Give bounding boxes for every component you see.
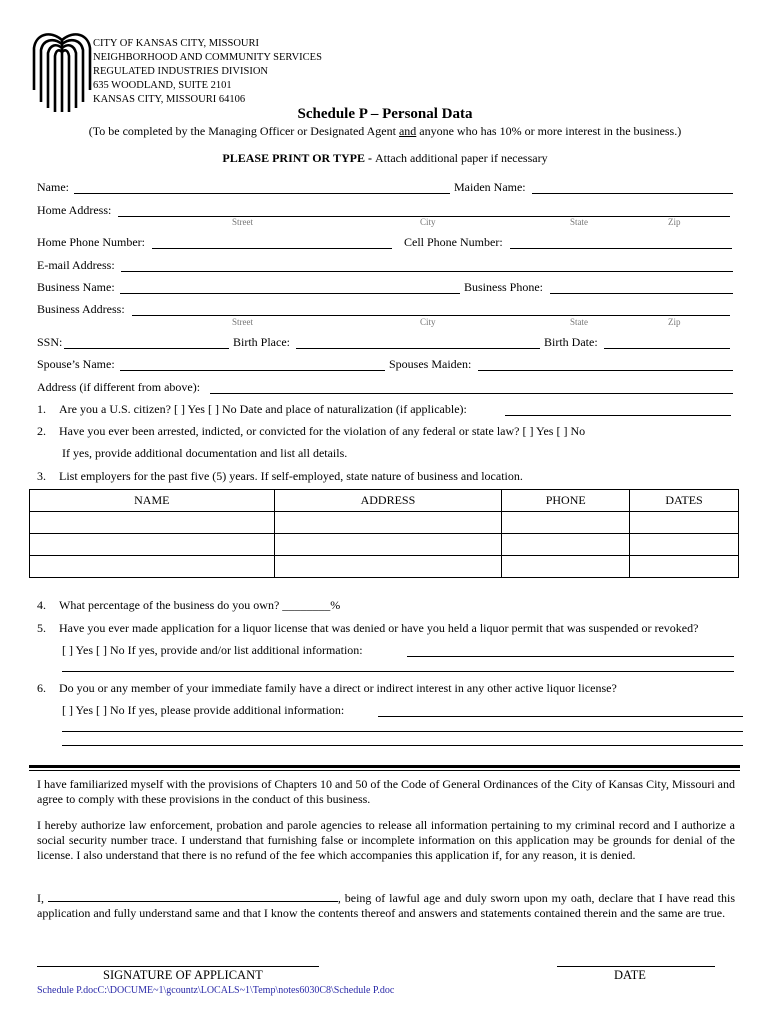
family-interest-info-line[interactable] [62,745,743,746]
maiden-name-label: Maiden Name: [454,180,526,194]
spouse-maiden-field[interactable] [478,370,733,371]
naturalization-field[interactable] [505,415,731,416]
business-phone-field[interactable] [550,293,733,294]
table-cell[interactable] [274,534,502,556]
table-cell[interactable] [502,534,630,556]
table-header-row [30,490,739,512]
date-label: DATE [614,968,646,982]
state-caption: State [570,217,588,227]
ssn-label: SSN: [37,335,63,349]
print-instruction: PLEASE PRINT OR TYPE - Attach additional paper if necessary [222,151,548,165]
liquor-denied-info-field[interactable] [407,656,734,657]
date-line[interactable] [557,966,715,967]
column-header-name: NAME [30,490,275,512]
zip-caption: Zip [668,217,681,227]
question-family-interest: Do you or any member of your immediate family have a direct or indirect interest in any other active liquor license? [59,681,617,695]
birth-place-field[interactable] [296,348,540,349]
column-header-phone: PHONE [502,490,630,512]
signature-line[interactable] [37,966,319,967]
question-number: 4. [37,598,46,612]
question-number: 5. [37,621,46,635]
home-phone-field[interactable] [152,248,392,249]
question-number: 6. [37,681,46,695]
spouse-name-label: Spouse’s Name: [37,357,115,371]
address-line: CITY OF KANSAS CITY, MISSOURI [93,38,259,49]
section-divider [29,765,740,768]
authorization-statement: I hereby authorize law enforcement, probation and parole agencies to release all information pertaining to my criminal record and I authorize a social security number trace. I understand that furnishing false or incomplete information on this application may be grounds for denial of the license. I also understand that there is no refund of the fee which accompanies this application if, for any reason, it is denied. [37,818,735,862]
cell-phone-label: Cell Phone Number: [404,235,503,249]
column-header-dates: DATES [630,490,739,512]
table-row [30,534,739,556]
email-label: E-mail Address: [37,258,115,272]
liquor-denied-info-line[interactable] [62,671,734,672]
city-logo [28,28,96,114]
home-phone-label: Home Phone Number: [37,235,145,249]
oath-name-field[interactable] [48,890,338,902]
page-title: Schedule P – Personal Data [297,106,473,122]
table-row [30,512,739,534]
family-interest-info-field[interactable] [378,716,743,717]
address-line: 635 WOODLAND, SUITE 2101 [93,80,232,91]
table-cell[interactable] [502,512,630,534]
cell-phone-field[interactable] [510,248,732,249]
address-different-field[interactable] [210,393,733,394]
address-different-label: Address (if different from above): [37,380,201,394]
table-cell[interactable] [630,534,739,556]
city-caption: City [420,217,436,227]
name-field[interactable] [74,193,450,194]
street-caption: Street [232,317,253,327]
column-header-address: ADDRESS [274,490,502,512]
spouse-name-field[interactable] [120,370,385,371]
family-interest-info-line[interactable] [62,731,743,732]
employers-table [29,489,739,578]
question-arrested-note: If yes, provide additional documentation and list all details. [62,446,348,460]
question-liquor-denied: Have you ever made application for a liquor license that was denied or have you held a liquor permit that was suspended or revoked? [59,621,699,635]
agency-address [93,37,322,107]
ordinance-statement: I have familiarized myself with the provisions of Chapters 10 and 50 of the Code of General Ordinances of the City of Kansas City, Missouri and agree to comply with these provisions in the conduct of this business. [37,777,735,806]
address-line: REGULATED INDUSTRIES DIVISION [93,66,268,77]
state-caption: State [570,317,588,327]
file-path-footer: Schedule P.docC:\DOCUME~1\gcountz\LOCALS~1\Temp\notes6030C8\Schedule P.doc [37,985,395,996]
city-caption: City [420,317,436,327]
table-cell[interactable] [502,556,630,578]
name-label: Name: [37,180,69,194]
business-address-label: Business Address: [37,302,125,316]
question-family-interest-options: [ ] Yes [ ] No If yes, please provide additional information: [62,703,345,717]
table-cell[interactable] [30,534,275,556]
home-address-label: Home Address: [37,203,112,217]
business-name-label: Business Name: [37,280,115,294]
birth-date-field[interactable] [604,348,730,349]
section-divider [29,770,740,771]
business-phone-label: Business Phone: [464,280,544,294]
business-name-field[interactable] [120,293,460,294]
question-employers: List employers for the past five (5) years. If self-employed, state nature of business and location. [59,469,523,483]
table-cell[interactable] [30,556,275,578]
table-row [30,556,739,578]
question-liquor-denied-options: [ ] Yes [ ] No If yes, provide and/or list additional information: [62,643,363,657]
oath-statement: I, , being of lawful age and duly sworn upon my oath, declare that I have read this application and fully understand same and that I know the contents thereof and answers and statements contained therein and the same are true. [37,891,736,920]
street-caption: Street [232,217,253,227]
signature-label: SIGNATURE OF APPLICANT [103,968,263,982]
ssn-field[interactable] [64,348,229,349]
question-number: 1. [37,402,46,416]
table-cell[interactable] [630,512,739,534]
question-number: 2. [37,424,46,438]
business-address-field[interactable] [132,315,730,316]
table-cell[interactable] [630,556,739,578]
address-line: KANSAS CITY, MISSOURI 64106 [93,94,246,105]
table-cell[interactable] [30,512,275,534]
birth-date-label: Birth Date: [544,335,598,349]
zip-caption: Zip [668,317,681,327]
question-citizen: Are you a U.S. citizen? [ ] Yes [ ] No Date and place of naturalization (if applicable): [59,402,467,416]
email-field[interactable] [121,271,733,272]
birth-place-label: Birth Place: [233,335,290,349]
address-line: NEIGHBORHOOD AND COMMUNITY SERVICES [93,52,322,63]
question-arrested: Have you ever been arrested, indicted, or convicted for the violation of any federal or state law? [ ] Yes [ ] No [59,424,586,438]
question-number: 3. [37,469,46,483]
table-cell[interactable] [274,556,502,578]
maiden-name-field[interactable] [532,193,733,194]
spouse-maiden-label: Spouses Maiden: [389,357,472,371]
page-subtitle: (To be completed by the Managing Officer or Designated Agent and anyone who has 10% or more interest in the business.) [88,124,682,138]
question-percentage: What percentage of the business do you own? ________% [59,598,341,612]
table-cell[interactable] [274,512,502,534]
